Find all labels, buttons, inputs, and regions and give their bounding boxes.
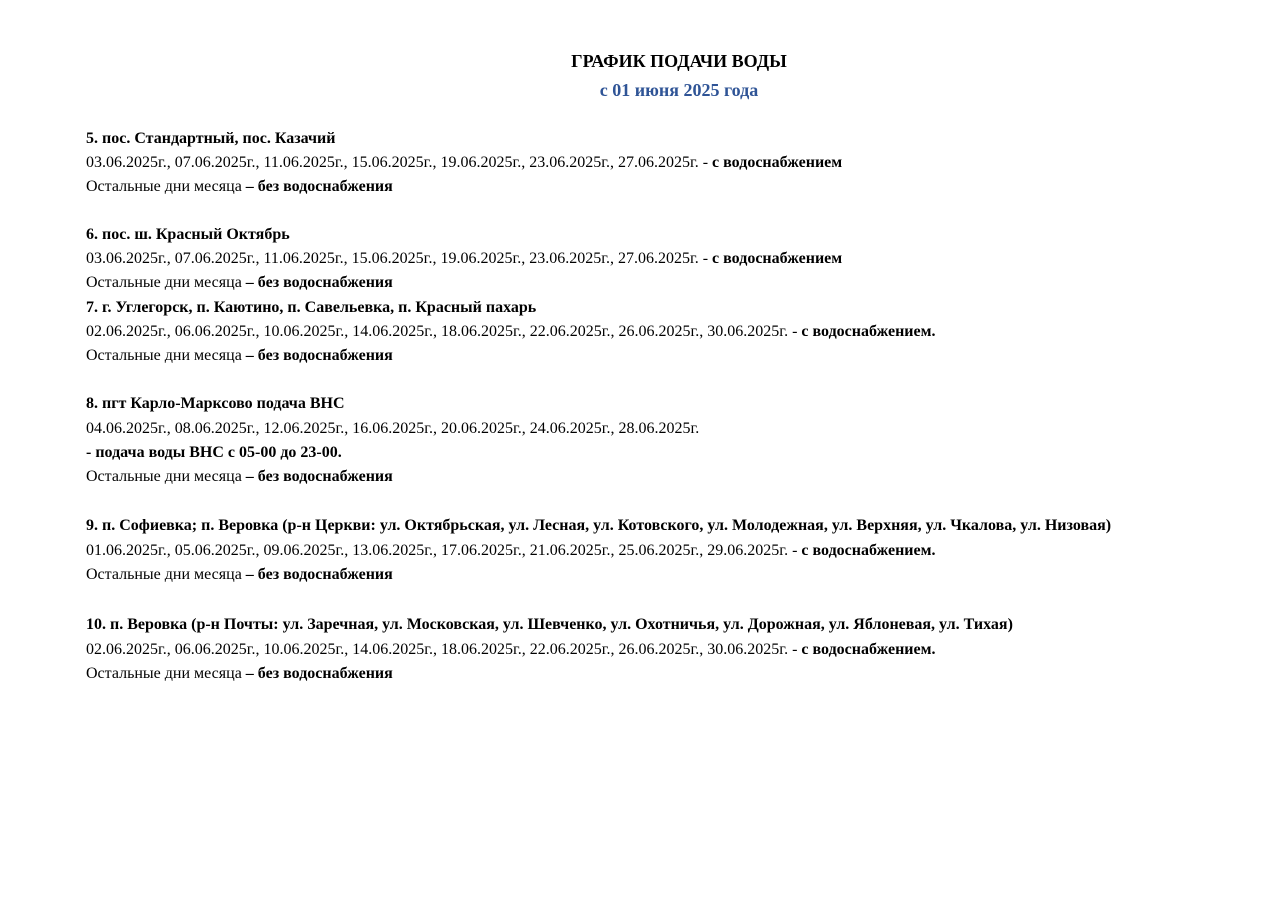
page-subtitle: с 01 июня 2025 года [599, 80, 759, 100]
section-dates: 02.06.2025г., 06.06.2025г., 10.06.2025г., 14.06.2025г., 18.06.2025г., 22.06.2025г., 26.06.2025г., 30.06.2025г. - [86, 323, 798, 340]
other-days-line [86, 272, 393, 294]
other-days-prefix: Остальные дни месяца [86, 274, 242, 291]
section-status: с водоснабжением. [801, 641, 936, 658]
section-status: с водоснабжением [712, 154, 843, 171]
other-days-prefix: Остальные дни месяца [86, 468, 242, 485]
section-dates-line [86, 321, 936, 343]
other-days-line [86, 176, 393, 198]
other-days-prefix: Остальные дни месяца [86, 566, 242, 583]
other-days-status: – без водоснабжения [245, 274, 393, 291]
section-heading: 8. пгт Карло-Марксово подача ВНС [86, 395, 345, 412]
other-days-prefix: Остальные дни месяца [86, 178, 242, 195]
other-days-prefix: Остальные дни месяца [86, 665, 242, 682]
other-days-status: – без водоснабжения [245, 566, 393, 583]
section-dates: 02.06.2025г., 06.06.2025г., 10.06.2025г., 14.06.2025г., 18.06.2025г., 22.06.2025г., 26.06.2025г., 30.06.2025г. - [86, 641, 798, 658]
other-days-line [86, 466, 393, 488]
section-status: с водоснабжением. [801, 323, 936, 340]
section-dates-line [86, 540, 936, 562]
section-status: с водоснабжением [712, 250, 843, 267]
section-heading: 6. пос. ш. Красный Октябрь [86, 226, 290, 243]
section-dates: 04.06.2025г., 08.06.2025г., 12.06.2025г., 16.06.2025г., 20.06.2025г., 24.06.2025г., 28.06.2025г. [86, 420, 700, 437]
section-dates: 01.06.2025г., 05.06.2025г., 09.06.2025г., 13.06.2025г., 17.06.2025г., 21.06.2025г., 25.06.2025г., 29.06.2025г. - [86, 542, 798, 559]
other-days-status: – без водоснабжения [245, 665, 393, 682]
section-dates: 03.06.2025г., 07.06.2025г., 11.06.2025г., 15.06.2025г., 19.06.2025г., 23.06.2025г., 27.06.2025г. - [86, 250, 709, 267]
section-heading: 10. п. Веровка (р-н Почты: ул. Заречная, ул. Московская, ул. Шевченко, ул. Охотничья, ул. Дорожная, ул. Яблоневая, ул. Тихая) [86, 616, 1013, 633]
section-heading: 9. п. Софиевка; п. Веровка (р-н Церкви: ул. Октябрьская, ул. Лесная, ул. Котовского, ул. Молодежная, ул. Верхняя, ул. Чкалова, ул. Низовая) [86, 517, 1112, 534]
section-status: с водоснабжением. [801, 542, 936, 559]
other-days-status: – без водоснабжения [245, 178, 393, 195]
section-status: - подача воды ВНС с 05-00 до 23-00. [86, 444, 342, 461]
section-dates-line [86, 248, 842, 270]
other-days-line [86, 564, 393, 586]
other-days-prefix: Остальные дни месяца [86, 347, 242, 364]
other-days-line [86, 345, 393, 367]
section-dates: 03.06.2025г., 07.06.2025г., 11.06.2025г., 15.06.2025г., 19.06.2025г., 23.06.2025г., 27.06.2025г. - [86, 154, 709, 171]
page-title: ГРАФИК ПОДАЧИ ВОДЫ [571, 51, 787, 71]
other-days-status: – без водоснабжения [245, 468, 393, 485]
section-heading: 7. г. Углегорск, п. Каютино, п. Савельевка, п. Красный пахарь [86, 299, 537, 316]
section-dates-line [86, 639, 936, 661]
other-days-line [86, 663, 393, 685]
other-days-status: – без водоснабжения [245, 347, 393, 364]
section-heading: 5. пос. Стандартный, пос. Казачий [86, 130, 336, 147]
section-dates-line [86, 152, 842, 174]
